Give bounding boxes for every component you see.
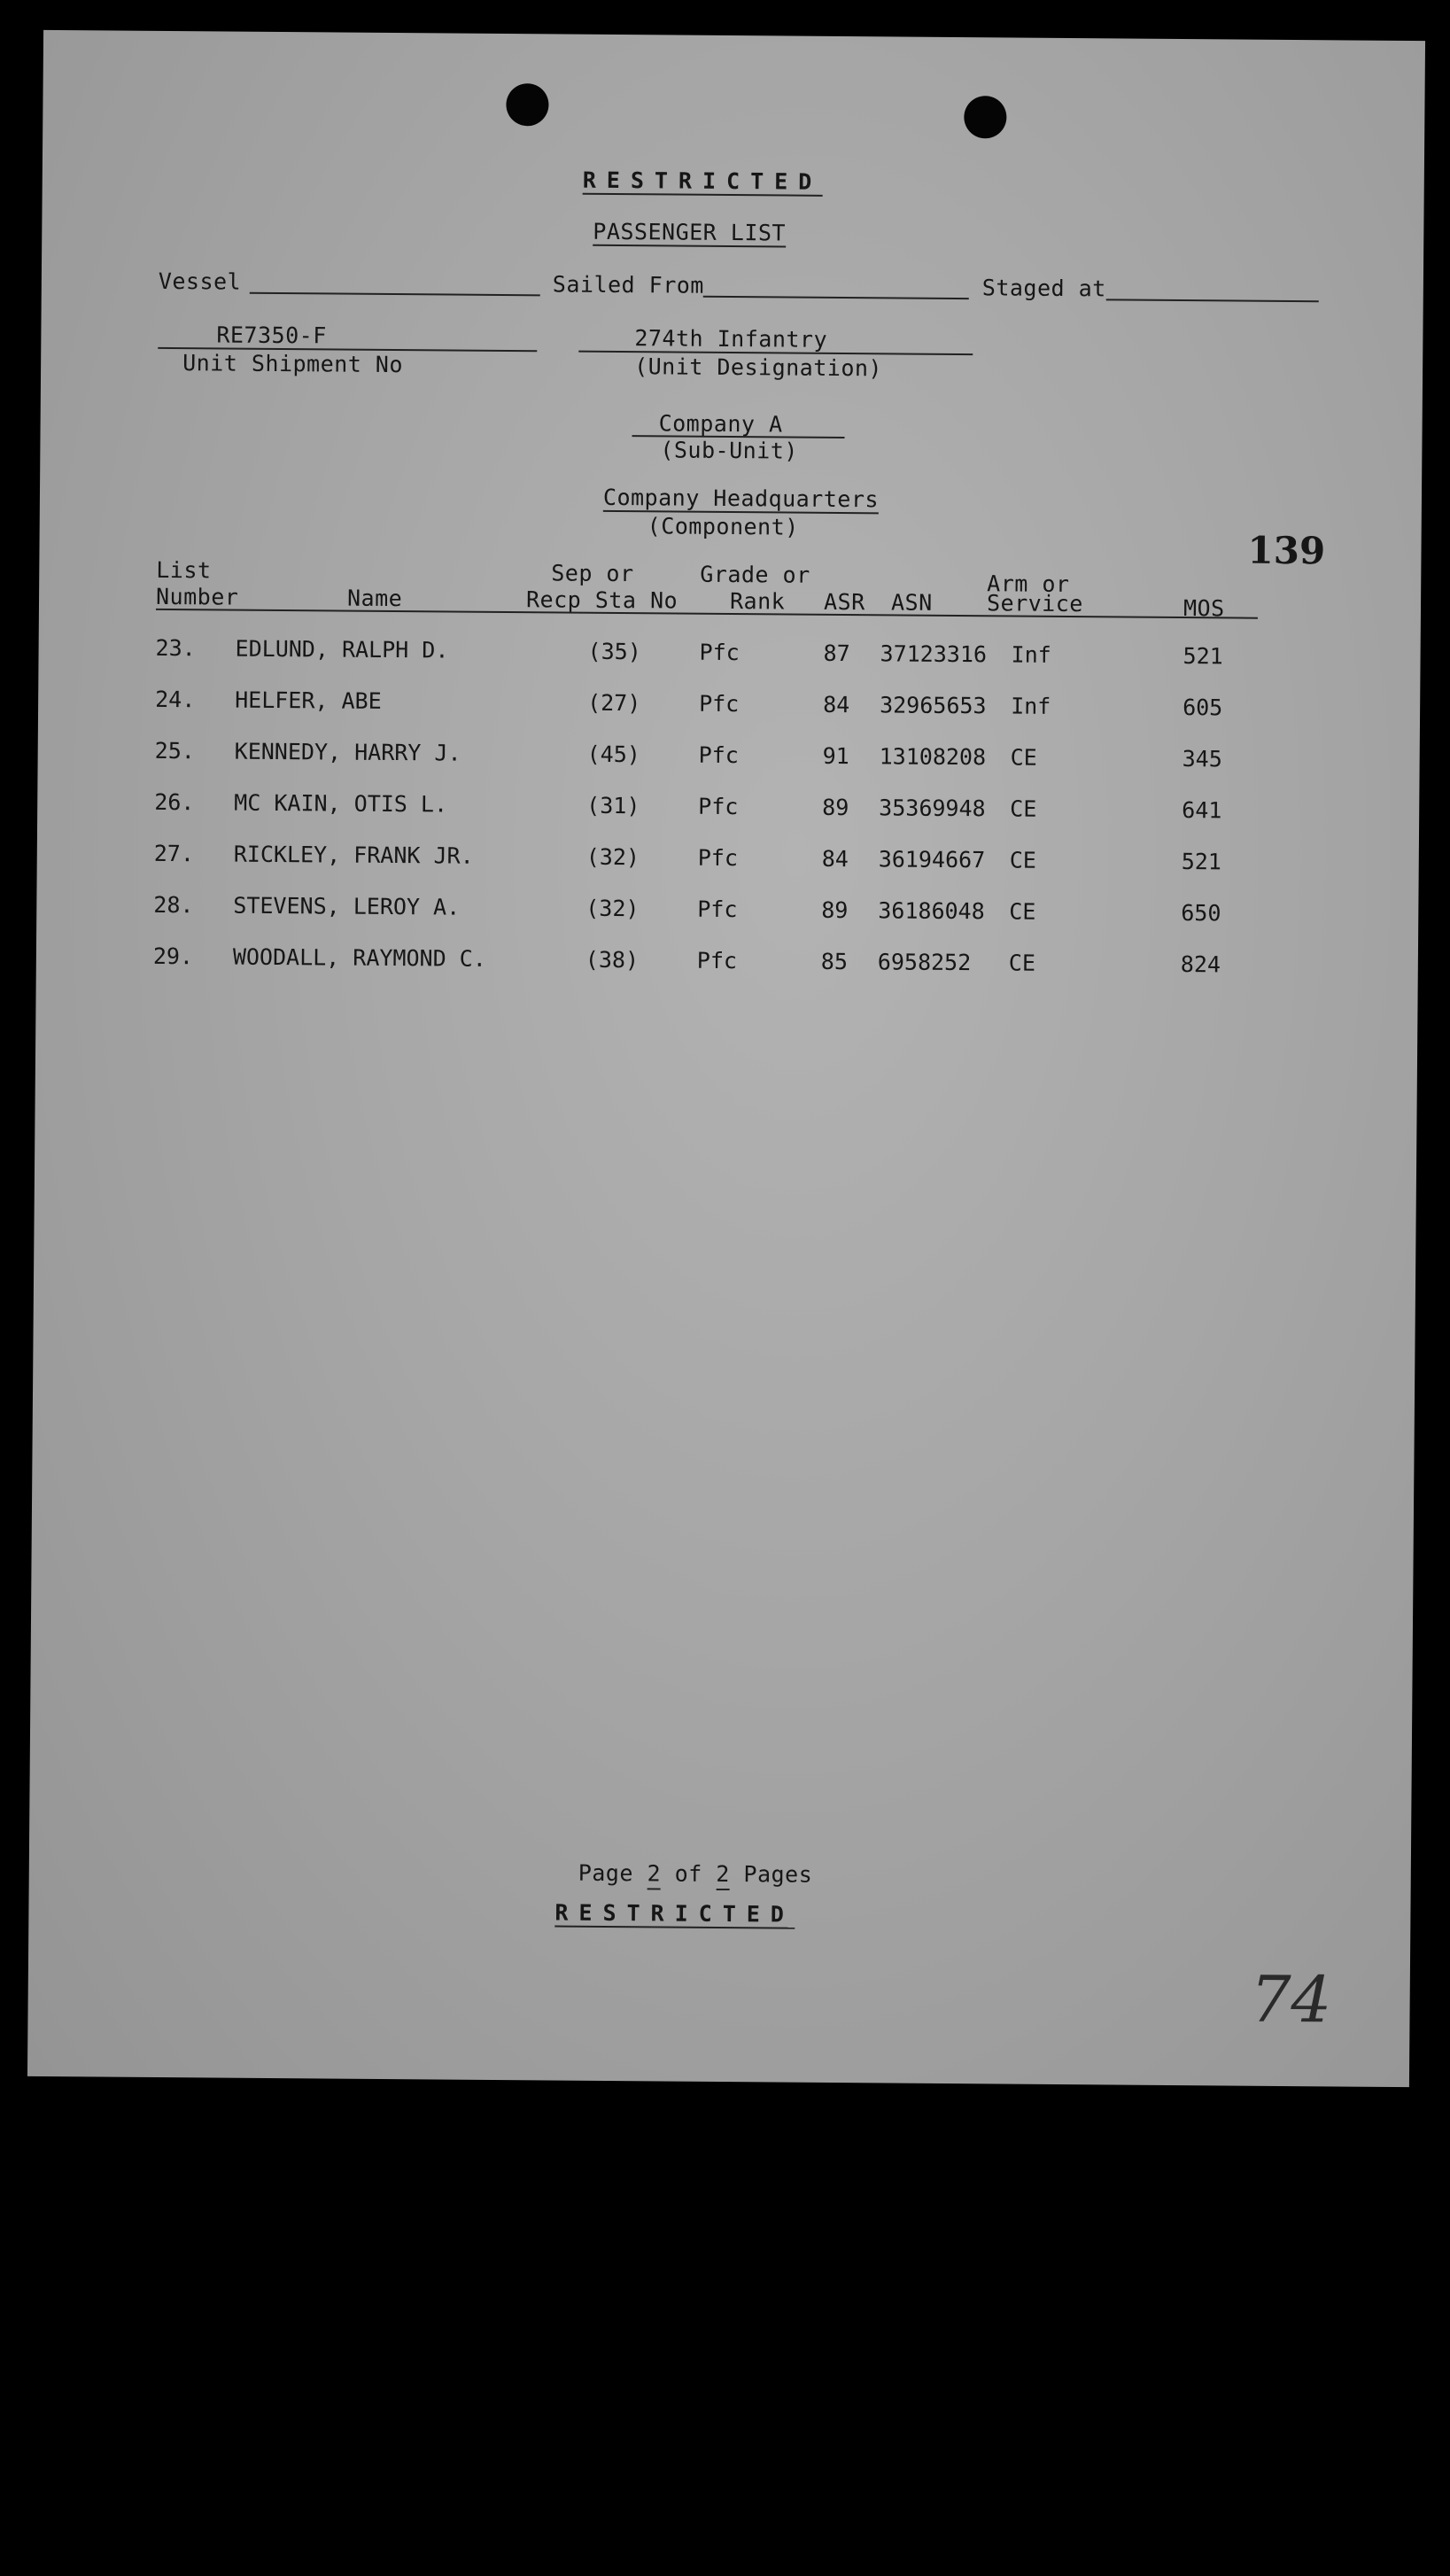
punch-hole-right (964, 96, 1006, 138)
row-rank: Pfc (697, 844, 739, 872)
row-asr: 89 (822, 794, 849, 821)
component-label: (Component) (647, 513, 799, 540)
header-sep-2: Recp Sta No (525, 586, 678, 614)
sailed-from-blank-line (703, 296, 969, 299)
row-name: WOODALL, RAYMOND C. (232, 943, 486, 972)
row-asn: 32965653 (880, 692, 987, 719)
vessel-label: Vessel (158, 268, 242, 295)
of-word: of (674, 1860, 702, 1887)
row-sep-station: (31) (586, 792, 640, 819)
row-sep-station: (45) (586, 741, 641, 768)
row-arm-service: CE (1009, 847, 1036, 873)
sub-unit-label: (Sub-Unit) (660, 437, 799, 464)
row-arm-service: CE (1009, 898, 1036, 925)
row-asn: 37123316 (880, 640, 988, 668)
restricted-footer: RESTRICTED (554, 1899, 795, 1928)
restricted-header: RESTRICTED (582, 167, 823, 195)
row-arm-service: Inf (1011, 641, 1051, 668)
sailed-from-label: Sailed From (552, 271, 705, 299)
row-list-number: 28. (153, 891, 194, 919)
row-list-number: 25. (154, 737, 195, 764)
row-name: HELFER, ABE (235, 687, 382, 714)
handwritten-number: 74 (1250, 1961, 1332, 2037)
row-name: KENNEDY, HARRY J. (234, 738, 461, 766)
row-rank: Pfc (696, 947, 738, 974)
row-name: MC KAIN, OTIS L. (234, 789, 448, 818)
row-mos: 824 (1180, 951, 1221, 978)
header-list-number-2: Number (155, 583, 239, 610)
row-name: EDLUND, RALPH D. (235, 635, 449, 663)
row-asn: 35369948 (879, 795, 986, 822)
header-grade-1: Grade or (700, 561, 810, 588)
header-asr: ASR (823, 588, 865, 616)
row-mos: 521 (1182, 643, 1223, 670)
row-rank: Pfc (697, 896, 738, 923)
header-arm-1: Arm or (987, 570, 1070, 598)
row-sep-station: (35) (587, 638, 641, 665)
row-name: STEVENS, LEROY A. (233, 892, 461, 920)
row-rank: Pfc (699, 690, 740, 718)
unit-designation: 274th Infantry (634, 325, 828, 353)
row-sep-station: (32) (585, 843, 640, 871)
row-asr: 85 (820, 948, 849, 975)
row-list-number: 27. (153, 840, 195, 867)
header-grade-2: Rank (729, 588, 786, 615)
header-sep-1: Sep or (551, 560, 634, 587)
row-mos: 345 (1182, 746, 1222, 772)
row-mos: 605 (1182, 694, 1223, 721)
page-total: 2 (716, 1861, 730, 1890)
row-sep-station: (27) (587, 689, 641, 717)
row-mos: 650 (1181, 900, 1221, 927)
unit-designation-label: (Unit Designation) (634, 353, 883, 382)
row-asn: 13108208 (879, 743, 987, 771)
staged-at-blank-line (1106, 299, 1319, 302)
row-rank: Pfc (698, 793, 739, 820)
row-rank: Pfc (698, 741, 739, 769)
row-asn: 36194667 (878, 846, 986, 873)
row-arm-service: Inf (1011, 693, 1051, 719)
unit-shipment-label: Unit Shipment No (182, 350, 404, 378)
staged-at-label: Staged at (981, 275, 1106, 302)
header-mos: MOS (1182, 595, 1225, 622)
row-asr: 91 (822, 742, 849, 770)
punch-hole-left (506, 83, 548, 126)
page-current: 2 (647, 1860, 661, 1889)
row-name: RICKLEY, FRANK JR. (233, 841, 474, 869)
header-asn: ASN (890, 589, 933, 616)
row-asn: 6958252 (877, 949, 972, 976)
header-name: Name (346, 585, 403, 612)
row-arm-service: CE (1010, 795, 1037, 822)
row-list-number: 29. (152, 943, 194, 970)
vessel-blank-line (250, 292, 540, 297)
row-mos: 641 (1182, 797, 1222, 824)
row-list-number: 26. (154, 788, 195, 816)
table-header-rule (156, 609, 1258, 619)
row-sep-station: (38) (585, 946, 640, 974)
document-page (27, 30, 1425, 2087)
header-arm-2: Service (986, 590, 1084, 617)
row-mos: 521 (1181, 849, 1222, 875)
row-arm-service: CE (1008, 950, 1036, 976)
header-list-number-1: List (156, 556, 212, 584)
sub-unit: Company A (658, 410, 783, 438)
unit-shipment-number: RE7350-F (216, 322, 327, 349)
page-stamp-number: 139 (1247, 528, 1326, 573)
row-list-number: 24. (155, 686, 196, 713)
row-list-number: 23. (155, 634, 196, 662)
row-asn: 36186048 (878, 897, 985, 925)
row-sep-station: (32) (585, 895, 640, 922)
row-rank: Pfc (699, 639, 740, 666)
pages-word: Pages (743, 1861, 813, 1888)
page-word: Page (578, 1859, 634, 1887)
document-title: PASSENGER LIST (593, 218, 787, 246)
row-arm-service: CE (1010, 744, 1037, 771)
row-asr: 87 (823, 640, 850, 667)
page-indicator (578, 1859, 813, 1888)
row-asr: 84 (821, 845, 849, 873)
row-asr: 84 (823, 691, 850, 718)
row-asr: 89 (821, 896, 849, 924)
component: Company Headquarters (602, 484, 880, 513)
